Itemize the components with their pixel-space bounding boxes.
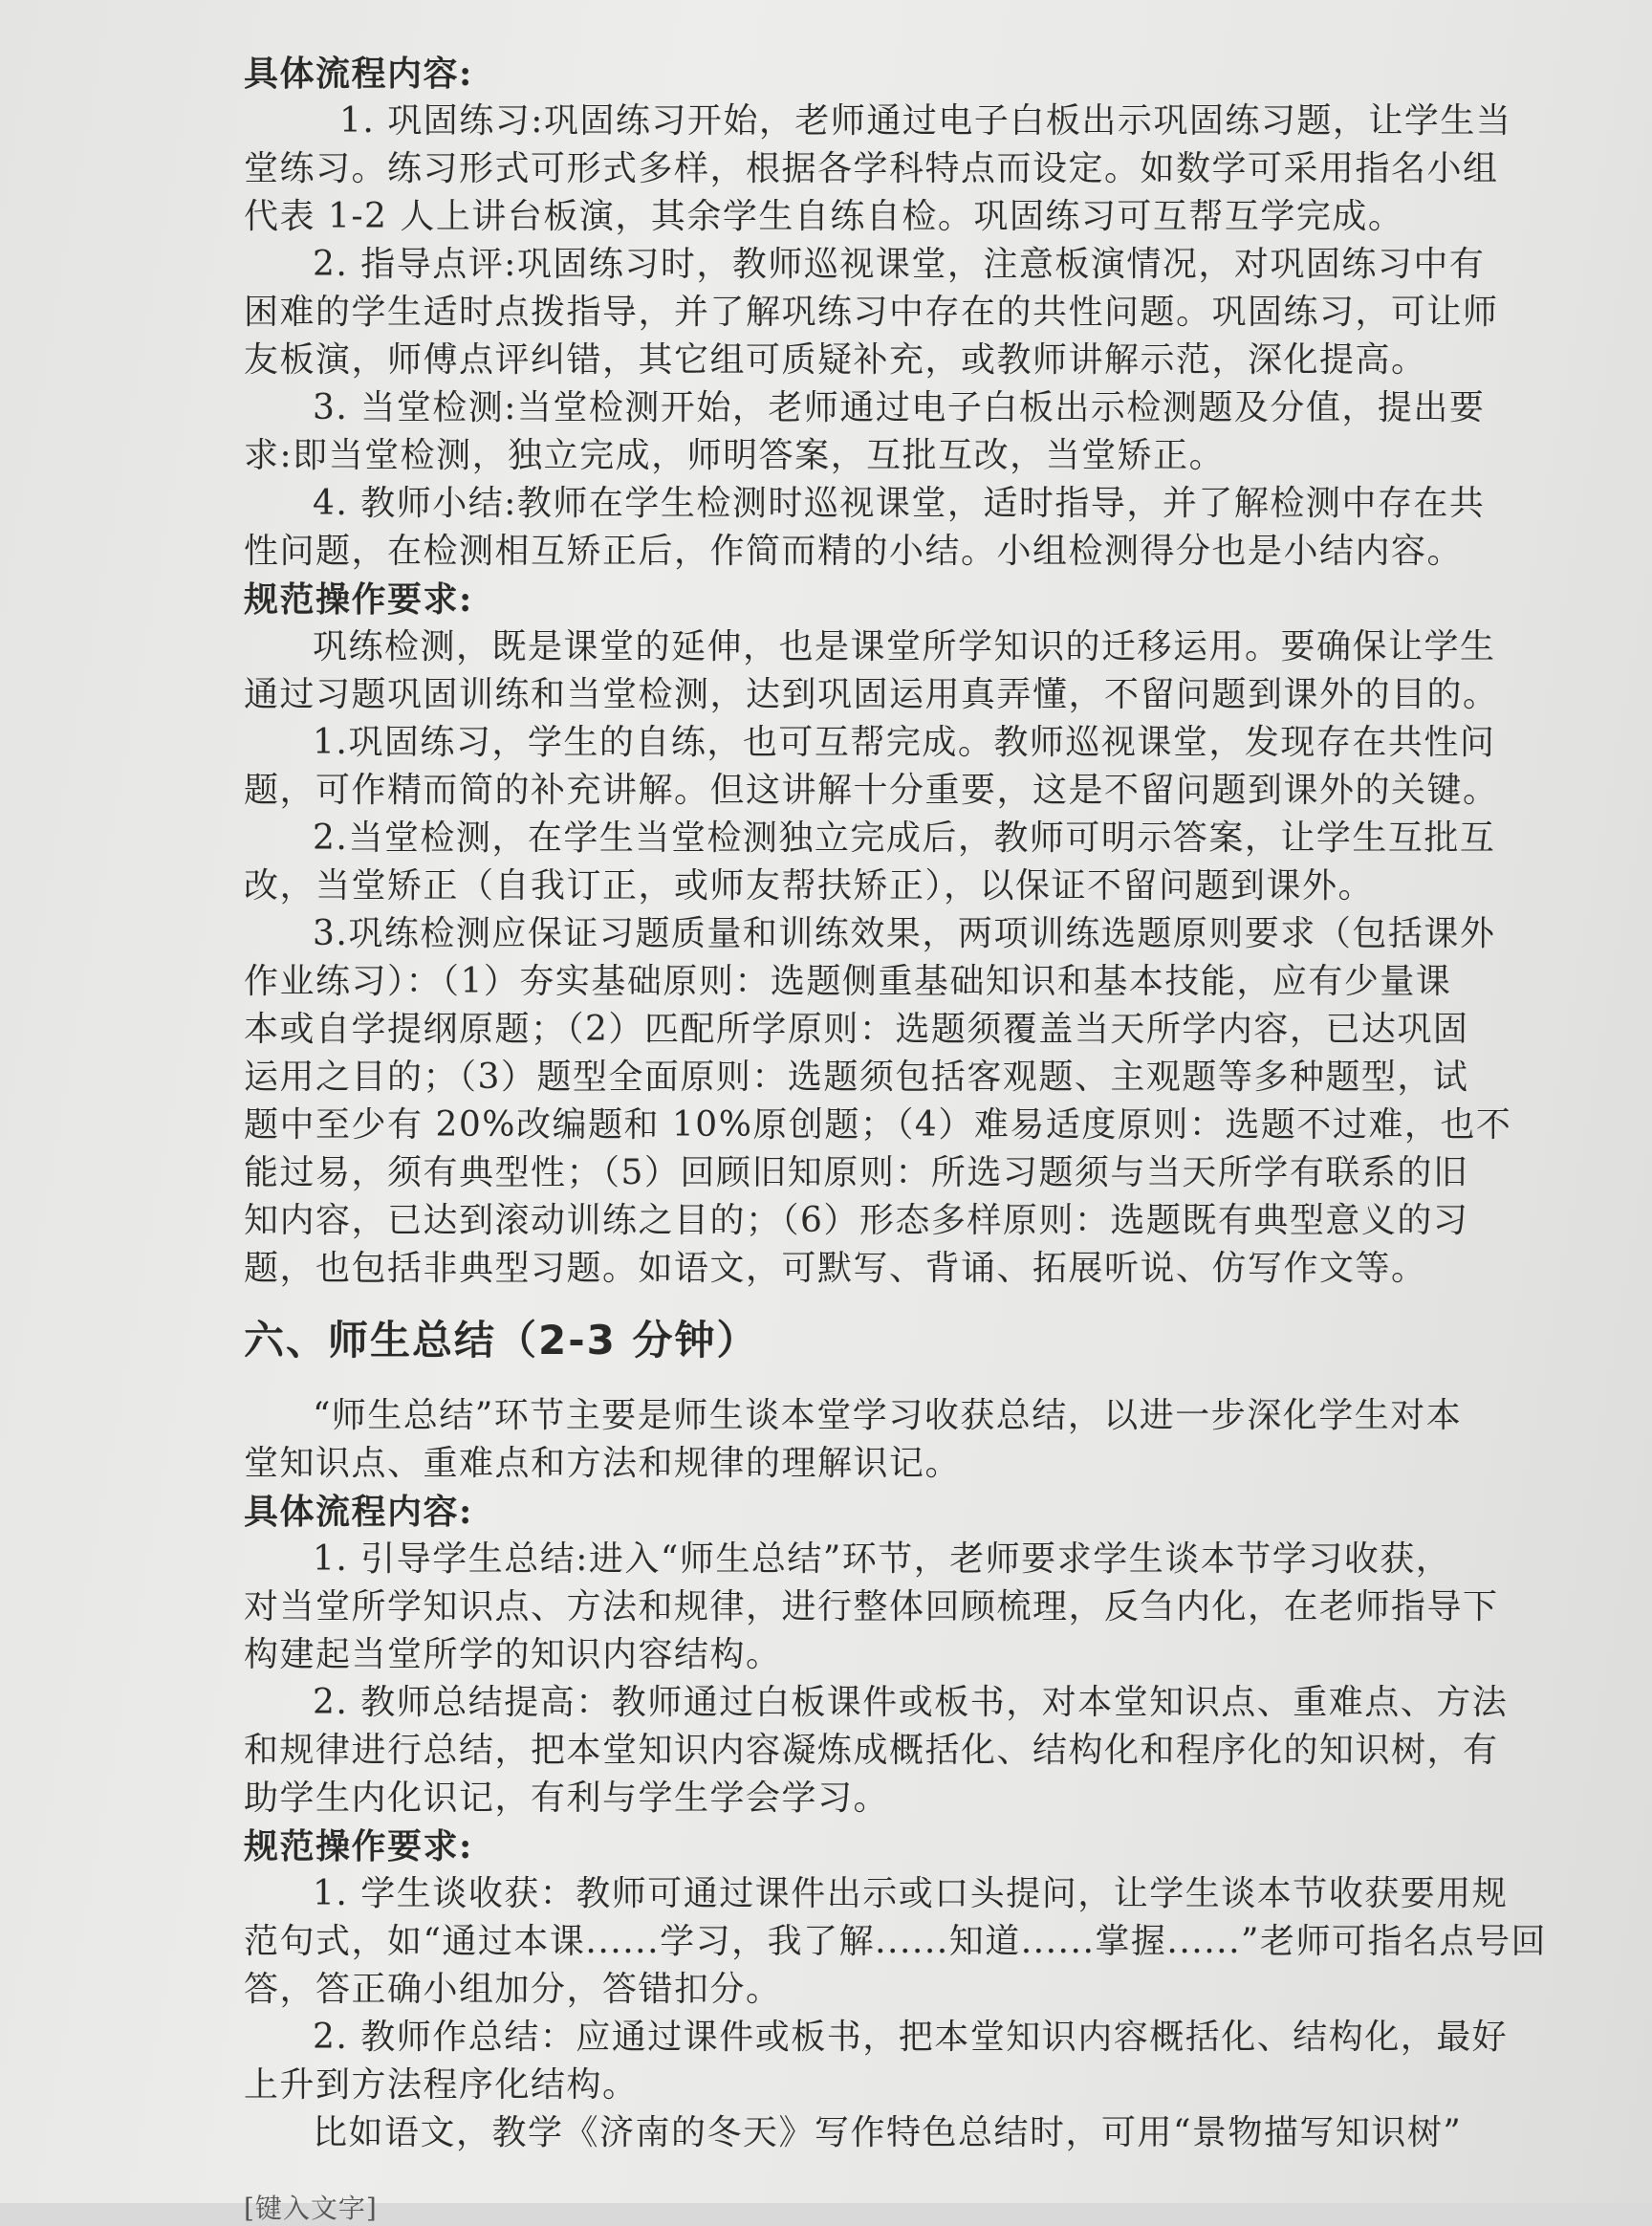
section-heading: 六、师生总结（2-3 分钟） — [244, 1317, 759, 1364]
text-line: 比如语文，教学《济南的冬天》写作特色总结时，可用“景物描写知识树” — [313, 2113, 1463, 2152]
text-line: 范句式，如“通过本课......学习，我了解......知道......掌握......”老师可指名点号回 — [244, 1922, 1547, 1961]
text-line: 巩练检测，既是课堂的延伸，也是课堂所学知识的迁移运用。要确保让学生 — [313, 627, 1496, 666]
text-line: 作业练习）：（1）夯实基础原则：选题侧重基础知识和基本技能，应有少量课 — [244, 962, 1452, 1001]
text-line: 1. 巩固练习:巩固练习开始，老师通过电子白板出示巩固练习题，让学生当 — [339, 101, 1512, 141]
text-line: “师生总结”环节主要是师生谈本堂学习收获总结，以进一步深化学生对本 — [313, 1396, 1463, 1435]
text-line: 求:即当堂检测，独立完成，师明答案，互批互改，当堂矫正。 — [244, 436, 1226, 475]
text-line: 和规律进行总结，把本堂知识内容凝炼成概括化、结构化和程序化的知识树，有 — [244, 1731, 1499, 1770]
text-line: 3. 当堂检测:当堂检测开始，老师通过电子白板出示检测题及分值，提出要 — [313, 388, 1486, 427]
text-line: 通过习题巩固训练和当堂检测，达到巩固运用真弄懂，不留问题到课外的目的。 — [244, 675, 1499, 714]
text-line: 题中至少有 20%改编题和 10%原创题；（4）难易适度原则：选题不过难，也不 — [244, 1105, 1512, 1145]
text-line: 答，答正确小组加分，答错扣分。 — [244, 1970, 782, 2009]
text-line: 困难的学生适时点拨指导，并了解巩练习中存在的共性问题。巩固练习，可让师 — [244, 293, 1499, 332]
text-line: 2. 教师总结提高：教师通过白板课件或板书，对本堂知识点、重难点、方法 — [313, 1683, 1509, 1722]
text-line: 能过易，须有典型性；（5）回顾旧知原则：所选习题须与当天所学有联系的旧 — [244, 1153, 1469, 1192]
requirements-title: 规范操作要求: — [244, 1826, 473, 1866]
text-line: 改，当堂矫正（自我订正，或师友帮扶矫正），以保证不留问题到课外。 — [244, 866, 1375, 906]
text-line: 助学生内化识记，有利与学生学会学习。 — [244, 1779, 890, 1818]
requirements-title: 规范操作要求: — [244, 579, 473, 620]
text-line: 3.巩练检测应保证习题质量和训练效果，两项训练选题原则要求（包括课外 — [313, 914, 1496, 953]
text-line: 构建起当堂所学的知识内容结构。 — [244, 1635, 782, 1674]
text-line: 2. 教师作总结：应通过课件或板书，把本堂知识内容概括化、结构化，最好 — [313, 2018, 1509, 2057]
document-body — [244, 50, 1582, 2157]
text-line: 本或自学提纲原题；（2）匹配所学原则：选题须覆盖当天所学内容，已达巩固 — [244, 1010, 1469, 1049]
text-line: 题，可作精而简的补充讲解。但这讲解十分重要，这是不留问题到课外的关键。 — [244, 771, 1499, 810]
process-title: 具体流程内容: — [244, 54, 473, 94]
text-line: 1.巩固练习，学生的自练，也可互帮完成。教师巡视课堂，发现存在共性问 — [313, 723, 1496, 762]
text-line: 知内容，已达到滚动训练之目的；（6）形态多样原则：选题既有典型意义的习 — [244, 1201, 1469, 1240]
text-line: 1. 引导学生总结:进入“师生总结”环节，老师要求学生谈本节学习收获， — [313, 1539, 1452, 1579]
text-line: 堂练习。练习形式可形式多样，根据各学科特点而设定。如数学可采用指名小组 — [244, 149, 1499, 188]
text-line: 对当堂所学知识点、方法和规律，进行整体回顾梳理，反刍内化，在老师指导下 — [244, 1587, 1499, 1626]
text-line: 上升到方法程序化结构。 — [244, 2065, 639, 2105]
text-line: 1. 学生谈收获：教师可通过课件出示或口头提问，让学生谈本节收获要用规 — [313, 1874, 1509, 1913]
process-title: 具体流程内容: — [244, 1492, 473, 1532]
footer-cut-text: [键入文字] — [244, 2193, 378, 2224]
text-line: 2. 指导点评:巩固练习时，教师巡视课堂，注意板演情况，对巩固练习中有 — [313, 245, 1486, 284]
text-line: 2.当堂检测，在学生当堂检测独立完成后，教师可明示答案，让学生互批互 — [313, 818, 1496, 858]
text-line: 友板演，师傅点评纠错，其它组可质疑补充，或教师讲解示范，深化提高。 — [244, 340, 1427, 380]
text-line: 堂知识点、重难点和方法和规律的理解识记。 — [244, 1444, 962, 1483]
text-line: 运用之目的；（3）题型全面原则：选题须包括客观题、主观题等多种题型，试 — [244, 1058, 1469, 1097]
text-line: 4. 教师小结:教师在学生检测时巡视课堂，适时指导，并了解检测中存在共 — [313, 484, 1486, 523]
text-line: 代表 1-2 人上讲台板演，其余学生自练自检。巩固练习可互帮互学完成。 — [244, 197, 1404, 236]
text-line: 题，也包括非典型习题。如语文，可默写、背诵、拓展听说、仿写作文等。 — [244, 1249, 1427, 1288]
text-line: 性问题，在检测相互矫正后，作简而精的小结。小组检测得分也是小结内容。 — [244, 532, 1464, 571]
